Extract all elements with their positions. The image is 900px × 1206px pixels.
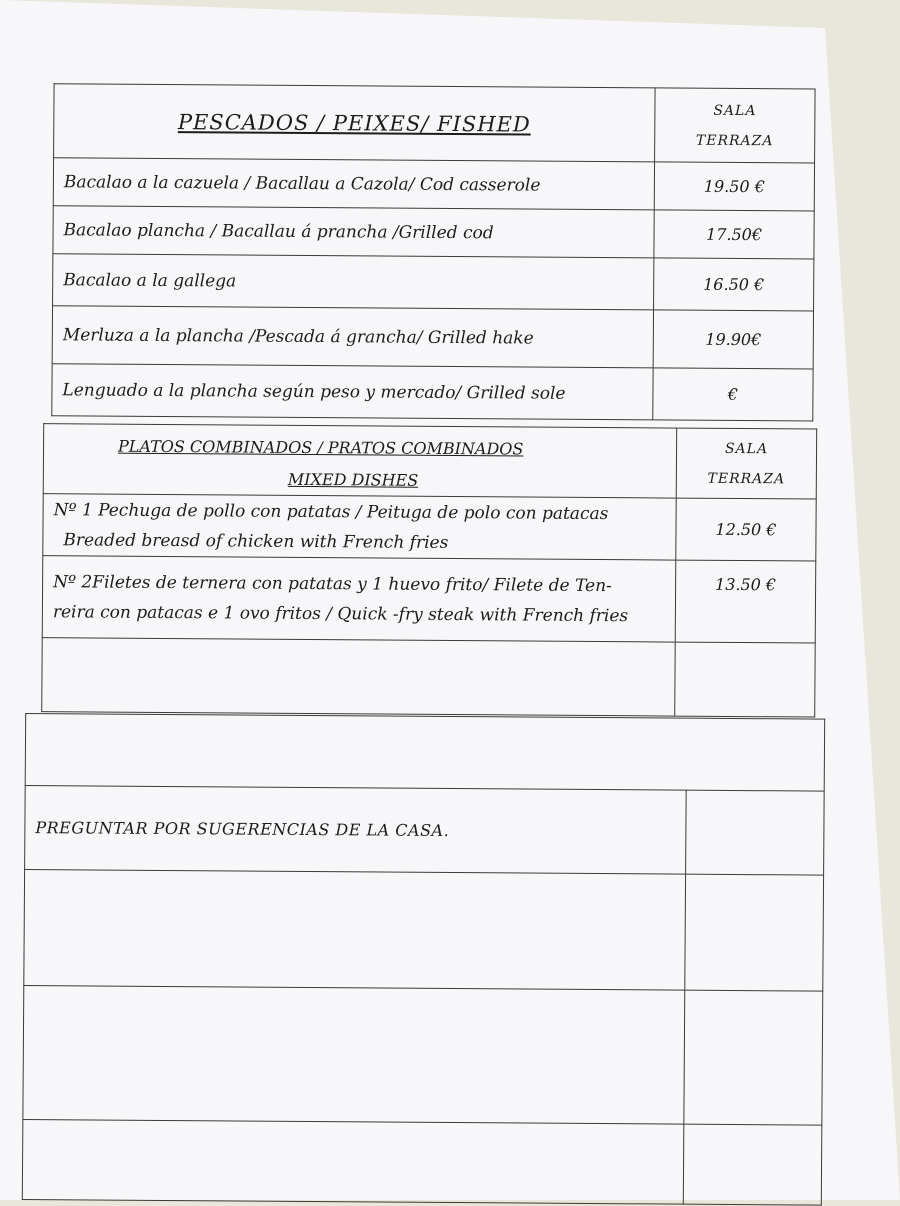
item-name-line1: Nº 2Filetes de ternera con patatas y 1 huevo frito/ Filete de Ten- [53, 571, 612, 596]
empty-cell [25, 714, 824, 792]
item-name: Bacalao a la gallega [53, 254, 654, 310]
item-name-line1: Nº 1 Pechuga de pollo con patatas / Peituga de polo con patacas [53, 499, 609, 524]
empty-row [25, 714, 824, 792]
combined-dish-2 [42, 556, 676, 642]
item-name: Merluza a la plancha /Pescada á grancha/ Grilled hake [52, 306, 653, 368]
suggestions-table [22, 713, 825, 1206]
item-name: Bacalao a la cazuela / Bacallau a Cazola/ Cod casserole [53, 158, 654, 210]
empty-cell [42, 638, 676, 716]
combined-dishes-table [41, 423, 817, 717]
combined-section-subtitle: MIXED DISHES [287, 469, 419, 490]
empty-cell [686, 790, 825, 875]
empty-cell [23, 986, 685, 1125]
menu-item-row [53, 254, 814, 311]
empty-row [24, 870, 824, 992]
item-name-line2: reira con patacas e 1 ovo fritos / Quick -fry steak with French fries [52, 601, 629, 626]
menu-item-row [43, 494, 816, 561]
menu-item-row [42, 556, 816, 643]
column-header-terraza: TERRAZA [695, 132, 774, 149]
house-suggestions-text: PREGUNTAR POR SUGERENCIAS DE LA CASA. [25, 786, 687, 875]
menu-item-row [52, 364, 813, 421]
column-header-sala: SALA [713, 102, 757, 119]
empty-row [42, 638, 815, 717]
empty-cell [675, 642, 816, 717]
menu-item-row [53, 158, 814, 211]
empty-cell [24, 870, 686, 991]
empty-cell [22, 1120, 684, 1205]
empty-cell [683, 1124, 822, 1205]
empty-cell [684, 990, 823, 1125]
combined-section-header [43, 424, 676, 498]
item-name: Lenguado a la plancha según peso y mercado/ Grilled sole [52, 364, 653, 420]
menu-item-row [53, 206, 814, 259]
column-header-sala: SALA [724, 440, 769, 457]
fish-table [51, 83, 815, 421]
combined-section-title: PLATOS COMBINADOS / PRATOS COMBINADOS [118, 436, 524, 459]
item-name: Bacalao plancha / Bacallau á prancha /Grilled cod [53, 206, 654, 258]
suggestion-row [25, 786, 825, 876]
combined-dish-1 [43, 494, 676, 560]
item-price: 16.50 € [654, 258, 814, 311]
item-price: 13.50 € [675, 560, 816, 643]
item-price: € [653, 368, 813, 421]
fish-section-title: PESCADOS / PEIXES/ FISHED [54, 84, 656, 162]
column-header-terraza: TERRAZA [707, 470, 786, 487]
item-name-line2: Breaded breasd of chicken with French fries [63, 529, 449, 553]
price-column-header [676, 428, 816, 499]
menu-item-row [52, 306, 813, 369]
item-price: 17.50€ [654, 210, 814, 259]
empty-row [23, 986, 823, 1126]
item-price: 19.90€ [653, 310, 813, 369]
item-price: 12.50 € [676, 498, 816, 561]
empty-cell [685, 874, 824, 991]
empty-row [22, 1120, 822, 1206]
price-column-header [655, 88, 816, 163]
item-price: 19.50 € [654, 162, 814, 211]
